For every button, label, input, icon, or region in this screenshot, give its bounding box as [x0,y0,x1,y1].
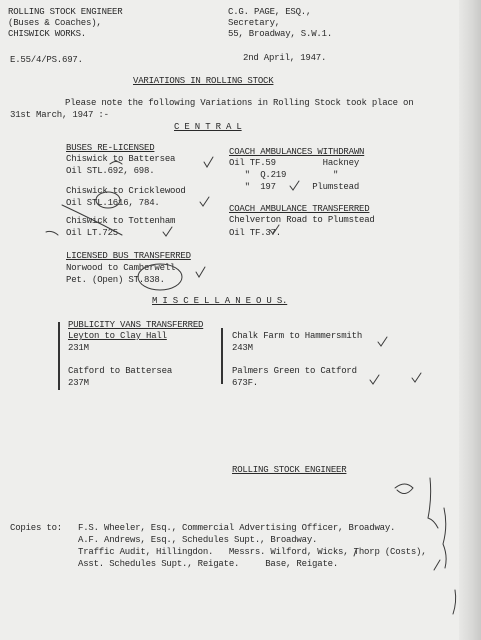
vehicle-line: Oil TF.37. [229,228,282,238]
strike-mark-icon [110,162,122,165]
buses-relicensed-heading: BUSES RE-LICENSED [66,143,155,153]
route-line: Leyton to Clay Hall [68,331,167,341]
copies-line: A.F. Andrews, Esq., Schedules Supt., Broadway. [78,535,318,545]
vehicle-line: " 197 Plumstead [229,182,360,192]
copies-line: Traffic Audit, Hillingdon. Messrs. Wilford, Wicks, Thorp (Costs), [78,547,427,557]
handwritten-scribble-icon [354,550,356,556]
tick-mark-icon [200,197,209,206]
vehicle-line: 243M [232,343,253,353]
coach-ambulance-transferred-heading: COACH AMBULANCE TRANSFERRED [229,204,370,214]
vehicle-line: Pet. (Open) ST.838. [66,275,165,285]
sender-line-3: CHISWICK WORKS. [8,29,87,39]
vehicle-line: Oil STL.1616, 784. [66,198,160,208]
route-line: Chiswick to Tottenham [66,216,176,226]
recipient-line-3: 55, Broadway, S.W.1. [228,29,333,39]
tick-mark-icon [412,373,421,382]
letter-date: 2nd April, 1947. [243,53,327,63]
circle-mark-icon [96,192,120,208]
tick-mark-icon [204,157,213,167]
tick-mark-icon [270,225,279,234]
vehicle-line: Oil LT.725 [66,228,119,238]
vehicle-line: 673F. [232,378,259,388]
sender-line-1: ROLLING STOCK ENGINEER [8,7,123,17]
copies-line: F.S. Wheeler, Esq., Commercial Advertising Officer, Broadway. [78,523,396,533]
handwritten-scribble-icon [443,508,446,568]
handwritten-scribble-icon [428,478,438,528]
route-line: Chiswick to Cricklewood [66,186,186,196]
intro-line-1: Please note the following Variations in Rolling Stock took place on [65,98,414,108]
tick-mark-icon [370,375,379,384]
sender-line-2: (Buses & Coaches), [8,18,102,28]
strike-mark-icon [62,205,122,235]
intro-line-2: 31st March, 1947 :- [10,110,109,120]
publicity-vans-transferred-heading: PUBLICITY VANS TRANSFERRED [68,320,204,330]
route-line: Norwood to Camberwell [66,263,176,273]
tick-mark-icon [290,181,299,190]
tick-mark-icon [378,337,387,346]
coach-ambulances-withdrawn-heading: COACH AMBULANCES WITHDRAWN [229,147,365,157]
route-line: Palmers Green to Catford [232,366,357,376]
bracket-mark-icon [46,231,58,235]
licensed-bus-transferred-heading: LICENSED BUS TRANSFERRED [66,251,191,261]
vehicle-line: 237M [68,378,89,388]
vehicle-line: Oil TF.59 Hackney [229,158,360,168]
route-line: Catford to Battersea [68,366,173,376]
route-line: Chelverton Road to Plumstead [229,215,375,225]
circle-mark-icon [138,264,182,290]
reference-number: E.55/4/PS.697. [10,55,83,65]
route-line: Chiswick to Battersea [66,154,176,164]
central-heading: C E N T R A L [174,122,242,132]
copies-line: Asst. Schedules Supt., Reigate. Base, Reigate. [78,559,339,569]
vehicle-line: " Q.219 " [229,170,339,180]
tick-mark-icon [196,267,205,277]
recipient-line-1: C.G. PAGE, ESQ., [228,7,312,17]
handwritten-scribble-icon [395,484,413,494]
recipient-line-2: Secretary, [228,18,281,28]
copies-label: Copies to: [10,523,63,533]
signature-line: ROLLING STOCK ENGINEER [232,465,347,475]
document-title: VARIATIONS IN ROLLING STOCK [133,76,274,86]
vehicle-line: 231M [68,343,89,353]
route-line: Chalk Farm to Hammersmith [232,331,363,341]
tick-mark-icon [163,227,172,236]
vehicle-line: Oil STL.692, 698. [66,166,155,176]
miscellaneous-heading: M I S C E L L A N E O U S. [152,296,288,306]
